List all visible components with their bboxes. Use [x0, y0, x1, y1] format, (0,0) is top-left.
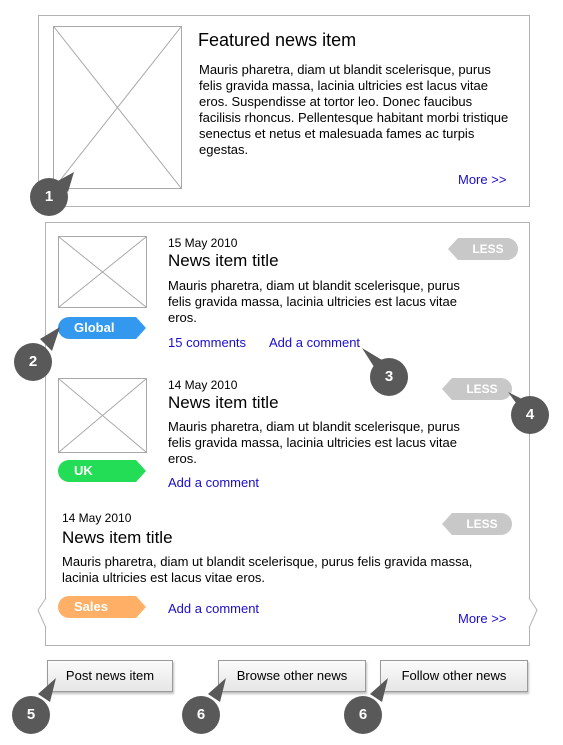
featured-body: Mauris pharetra, diam ut blandit scelerisque, purus felis gravida massa, lacinia ultricies est lacus vitae eros. Suspendisse at tortor leo. Donec faucibus facilisis rhoncus. Pellentesque habitant morbi tristique senectus et netus et malesuada fames ac turpis egestas.	[199, 62, 509, 157]
follow-other-news-button[interactable]: Follow other news	[380, 660, 528, 692]
callout-marker-2: 2	[14, 343, 52, 381]
right-notch	[527, 598, 539, 628]
news-item-2-title: News item title	[168, 393, 279, 412]
callout-marker-6-browse: 6	[182, 696, 220, 734]
left-notch	[36, 598, 48, 628]
tag-global[interactable]: Global	[58, 317, 136, 339]
callout-marker-6-follow: 6	[344, 696, 382, 734]
callout-marker-5: 5	[12, 696, 50, 734]
news-item-1-date: 15 May 2010	[168, 236, 238, 250]
news-item-2-body: Mauris pharetra, diam ut blandit scelerisque, purus felis gravida massa, lacinia ultricies est lacus vitae eros.	[168, 419, 460, 466]
news-item-2-image	[58, 378, 147, 453]
news-item-3-body: Mauris pharetra, diam ut blandit scelerisque, purus felis gravida massa, lacinia ultricies est lacus vitae eros.	[62, 554, 473, 585]
news-item-3-date: 14 May 2010	[62, 511, 132, 525]
news-item-1-add-comment-link[interactable]: Add a comment	[269, 335, 361, 350]
callout-marker-3: 3	[370, 358, 408, 396]
news-item-3-add-comment-link[interactable]: Add a comment	[168, 601, 260, 616]
featured-more-link[interactable]: More >>	[458, 172, 507, 187]
browse-other-news-button[interactable]: Browse other news	[218, 660, 366, 692]
featured-title: Featured news item	[198, 30, 357, 50]
news-item-3-less-button[interactable]: LESS	[452, 513, 512, 535]
tag-uk[interactable]: UK	[58, 460, 136, 482]
callout-marker-4: 4	[511, 396, 549, 434]
featured-image-placeholder	[53, 26, 182, 189]
post-news-item-button[interactable]: Post news item	[47, 660, 173, 692]
callout-marker-1: 1	[30, 178, 68, 216]
news-item-1-title: News item title	[168, 251, 279, 270]
news-item-1-body: Mauris pharetra, diam ut blandit scelerisque, purus felis gravida massa, lacinia ultricies est lacus vitae eros.	[168, 278, 460, 325]
news-item-3-title: News item title	[62, 528, 173, 547]
news-item-1-comments-link[interactable]: 15 comments	[168, 335, 247, 350]
news-item-1-image	[58, 236, 147, 308]
news-item-1-less-button[interactable]: LESS	[458, 238, 518, 260]
news-item-2-less-button[interactable]: LESS	[452, 378, 512, 400]
news-list-more-link[interactable]: More >>	[458, 611, 507, 626]
news-item-2-add-comment-link[interactable]: Add a comment	[168, 475, 260, 490]
news-item-2-date: 14 May 2010	[168, 378, 238, 392]
tag-sales[interactable]: Sales	[58, 596, 136, 618]
